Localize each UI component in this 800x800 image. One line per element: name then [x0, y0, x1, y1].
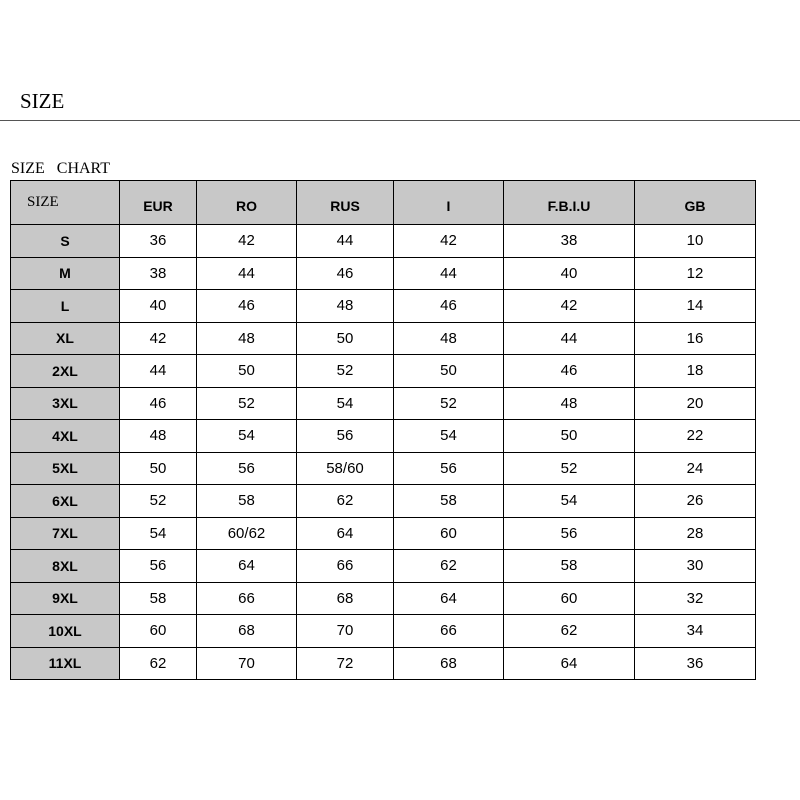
size-value-cell-i: 46: [394, 290, 504, 323]
size-value-cell-fbiu: 52: [504, 452, 635, 485]
table-row: [11, 550, 756, 583]
size-value-cell-rus: 70: [297, 615, 394, 648]
size-value-cell-ro: 60/62: [197, 517, 297, 550]
size-label-cell: 9XL: [11, 582, 120, 615]
size-value-cell-fbiu: 48: [504, 387, 635, 420]
size-value-cell-i: 68: [394, 647, 504, 680]
table-row: [11, 452, 756, 485]
size-value-cell-i: 48: [394, 322, 504, 355]
table-row: [11, 387, 756, 420]
size-value-cell-eur: 54: [120, 517, 197, 550]
size-value-cell-gb: 30: [635, 550, 756, 583]
size-value-cell-fbiu: 50: [504, 420, 635, 453]
size-value-cell-eur: 62: [120, 647, 197, 680]
size-value-cell-ro: 50: [197, 355, 297, 388]
table-row: [11, 355, 756, 388]
size-value-cell-eur: 38: [120, 257, 197, 290]
title-divider: [0, 120, 800, 121]
size-value-cell-ro: 70: [197, 647, 297, 680]
column-header-gb: GB: [635, 181, 756, 225]
size-value-cell-gb: 18: [635, 355, 756, 388]
size-value-cell-eur: 58: [120, 582, 197, 615]
size-value-cell-gb: 16: [635, 322, 756, 355]
size-value-cell-gb: 24: [635, 452, 756, 485]
size-value-cell-rus: 54: [297, 387, 394, 420]
size-value-cell-eur: 52: [120, 485, 197, 518]
size-value-cell-i: 42: [394, 225, 504, 258]
column-header-rus: RUS: [297, 181, 394, 225]
table-row: [11, 517, 756, 550]
size-value-cell-eur: 46: [120, 387, 197, 420]
size-value-cell-gb: 22: [635, 420, 756, 453]
size-value-cell-eur: 42: [120, 322, 197, 355]
column-header-eur: EUR: [120, 181, 197, 225]
size-value-cell-fbiu: 58: [504, 550, 635, 583]
size-value-cell-fbiu: 62: [504, 615, 635, 648]
size-label-cell: M: [11, 257, 120, 290]
size-value-cell-i: 66: [394, 615, 504, 648]
size-value-cell-i: 54: [394, 420, 504, 453]
size-value-cell-gb: 26: [635, 485, 756, 518]
size-value-cell-rus: 58/60: [297, 452, 394, 485]
size-value-cell-ro: 44: [197, 257, 297, 290]
size-value-cell-ro: 64: [197, 550, 297, 583]
size-label-cell: 3XL: [11, 387, 120, 420]
size-value-cell-fbiu: 38: [504, 225, 635, 258]
size-value-cell-eur: 36: [120, 225, 197, 258]
table-row: [11, 615, 756, 648]
size-label-cell: 11XL: [11, 647, 120, 680]
size-value-cell-ro: 46: [197, 290, 297, 323]
size-value-cell-rus: 68: [297, 582, 394, 615]
size-value-cell-ro: 66: [197, 582, 297, 615]
column-header-fbiu: F.B.I.U: [504, 181, 635, 225]
size-value-cell-eur: 56: [120, 550, 197, 583]
size-value-cell-gb: 12: [635, 257, 756, 290]
size-label-cell: 6XL: [11, 485, 120, 518]
size-label-cell: 8XL: [11, 550, 120, 583]
size-label-cell: L: [11, 290, 120, 323]
size-value-cell-i: 50: [394, 355, 504, 388]
size-value-cell-rus: 64: [297, 517, 394, 550]
size-value-cell-rus: 72: [297, 647, 394, 680]
size-value-cell-gb: 28: [635, 517, 756, 550]
size-value-cell-rus: 62: [297, 485, 394, 518]
size-value-cell-i: 52: [394, 387, 504, 420]
size-value-cell-gb: 20: [635, 387, 756, 420]
size-value-cell-gb: 36: [635, 647, 756, 680]
size-value-cell-gb: 14: [635, 290, 756, 323]
size-value-cell-fbiu: 54: [504, 485, 635, 518]
size-value-cell-fbiu: 56: [504, 517, 635, 550]
size-value-cell-eur: 48: [120, 420, 197, 453]
column-header-i: I: [394, 181, 504, 225]
size-value-cell-fbiu: 46: [504, 355, 635, 388]
size-chart-table: [10, 180, 756, 680]
size-value-cell-fbiu: 40: [504, 257, 635, 290]
size-value-cell-i: 62: [394, 550, 504, 583]
size-value-cell-eur: 50: [120, 452, 197, 485]
size-value-cell-ro: 48: [197, 322, 297, 355]
size-value-cell-ro: 68: [197, 615, 297, 648]
table-row: [11, 420, 756, 453]
size-value-cell-ro: 42: [197, 225, 297, 258]
table-row: [11, 582, 756, 615]
size-value-cell-eur: 44: [120, 355, 197, 388]
size-label-cell: 2XL: [11, 355, 120, 388]
size-chart-header: [11, 181, 756, 225]
size-label-cell: XL: [11, 322, 120, 355]
size-value-cell-gb: 10: [635, 225, 756, 258]
size-value-cell-gb: 34: [635, 615, 756, 648]
size-value-cell-fbiu: 60: [504, 582, 635, 615]
size-value-cell-ro: 56: [197, 452, 297, 485]
size-value-cell-rus: 46: [297, 257, 394, 290]
size-chart-caption: SIZE CHART: [11, 160, 111, 177]
column-header-ro: RO: [197, 181, 297, 225]
size-value-cell-fbiu: 42: [504, 290, 635, 323]
table-row: [11, 225, 756, 258]
size-chart-body: [11, 225, 756, 680]
page-title: SIZE: [20, 89, 65, 113]
size-value-cell-i: 44: [394, 257, 504, 290]
size-value-cell-i: 60: [394, 517, 504, 550]
table-row: [11, 257, 756, 290]
size-value-cell-i: 58: [394, 485, 504, 518]
size-value-cell-rus: 44: [297, 225, 394, 258]
size-label-cell: 4XL: [11, 420, 120, 453]
table-row: [11, 485, 756, 518]
size-label-cell: 7XL: [11, 517, 120, 550]
size-column-header: SIZE: [11, 181, 120, 225]
size-label-cell: S: [11, 225, 120, 258]
size-label-cell: 5XL: [11, 452, 120, 485]
size-value-cell-rus: 66: [297, 550, 394, 583]
size-label-cell: 10XL: [11, 615, 120, 648]
size-value-cell-gb: 32: [635, 582, 756, 615]
table-row: [11, 322, 756, 355]
size-value-cell-fbiu: 44: [504, 322, 635, 355]
size-value-cell-rus: 48: [297, 290, 394, 323]
table-row: [11, 290, 756, 323]
size-value-cell-ro: 52: [197, 387, 297, 420]
size-value-cell-rus: 52: [297, 355, 394, 388]
size-value-cell-fbiu: 64: [504, 647, 635, 680]
size-value-cell-eur: 40: [120, 290, 197, 323]
size-value-cell-ro: 54: [197, 420, 297, 453]
size-value-cell-eur: 60: [120, 615, 197, 648]
size-value-cell-rus: 50: [297, 322, 394, 355]
size-value-cell-ro: 58: [197, 485, 297, 518]
size-value-cell-i: 56: [394, 452, 504, 485]
size-value-cell-rus: 56: [297, 420, 394, 453]
header-row: [11, 181, 756, 225]
table-row: [11, 647, 756, 680]
size-value-cell-i: 64: [394, 582, 504, 615]
